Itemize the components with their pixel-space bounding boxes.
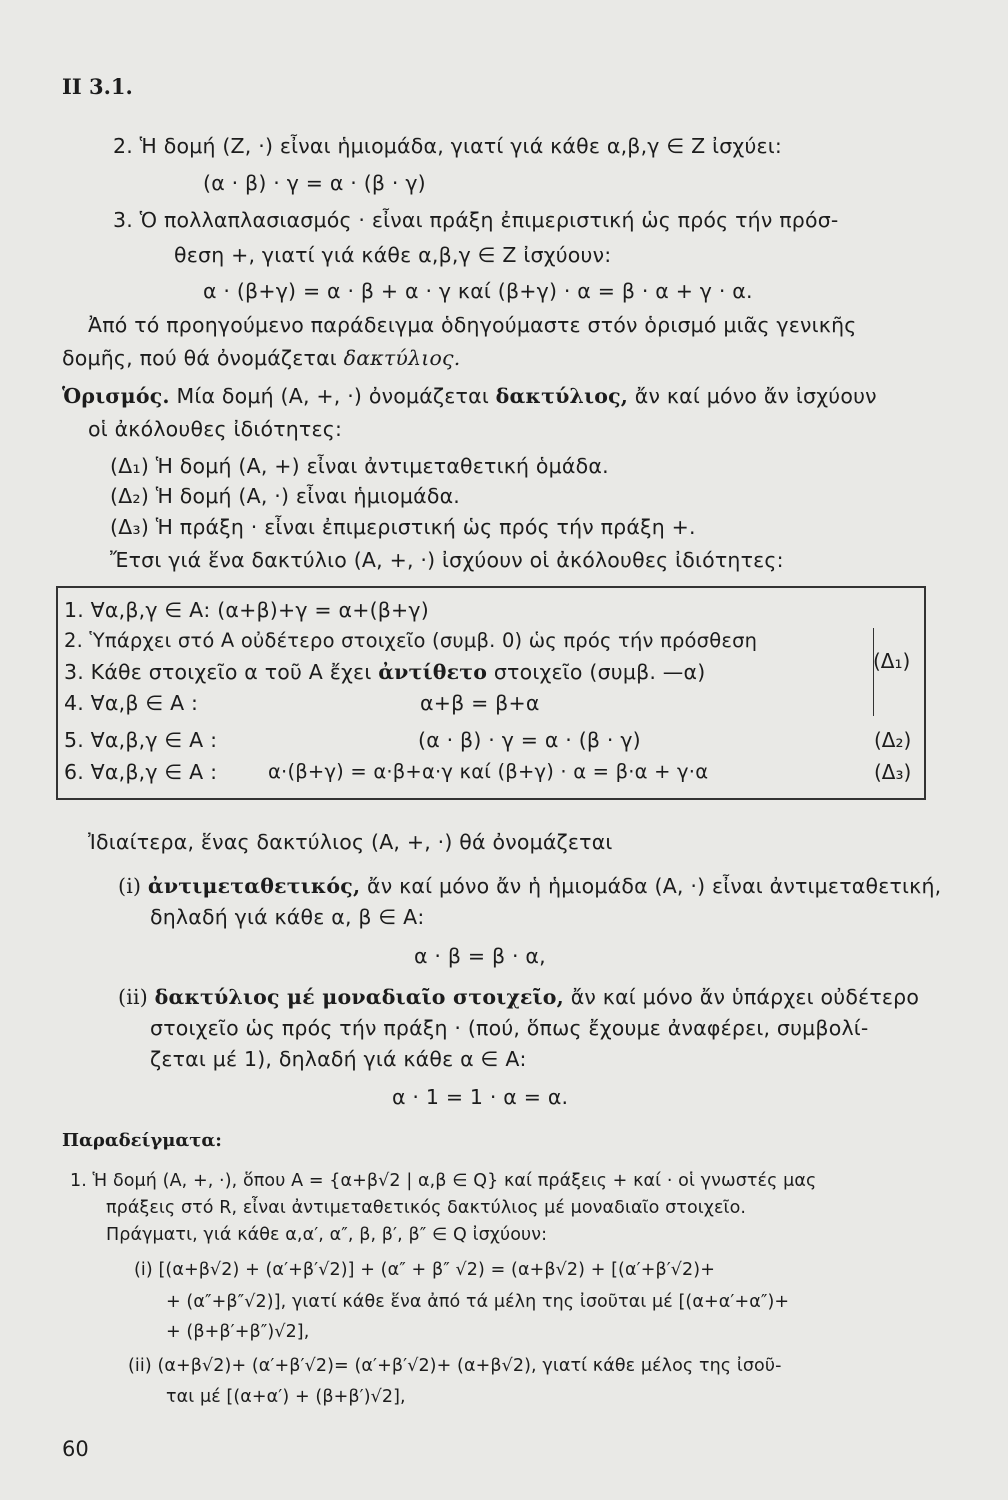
intro-paragraph-line-1: Ἀπό τό προηγούμενο παράδειγμα ὁδηγούμαστε στόν ὁρισμό μιᾶς γενικῆς: [88, 313, 857, 337]
definition-line-1: [62, 384, 877, 408]
item-3-line-2: θεση +, γιατί γιά κάθε α,β,γ ∈ Ζ ἰσχύουν:: [174, 243, 612, 267]
special-i-line-2: δηλαδή γιά κάθε α, β ∈ Α:: [150, 905, 425, 929]
special-i-formula: α · β = β · α,: [414, 944, 546, 968]
box-row-5-label: 5. ∀α,β,γ ∈ Α :: [64, 728, 218, 752]
box-row-5-formula: (α · β) · γ = α · (β · γ): [418, 728, 641, 752]
box-row-3: [64, 660, 705, 684]
example-1-i-line-1: (i) [(α+β√2) + (α′+β′√2)] + (α″ + β″ √2) = (α+β√2) + [(α′+β′√2)+: [134, 1260, 715, 1280]
special-i-line-1: [118, 874, 941, 898]
definition-text-a: Μία δομή (Α, +, ·) ὀνομάζεται: [169, 384, 496, 408]
special-ii-line-2: στοιχεῖο ὡς πρός τήν πράξη · (πού, ὅπως ἔχουμε ἀναφέρει, συμβολί-: [150, 1016, 869, 1040]
property-d2: (Δ₂) Ἡ δομή (Α, ·) εἶναι ἡμιομάδα.: [110, 484, 460, 508]
example-1-i-line-3: + (β+β′+β″)√2],: [166, 1322, 310, 1342]
definition-text-c: ἄν καί μόνο ἄν ἰσχύουν: [628, 384, 877, 408]
special-ii-formula: α · 1 = 1 · α = α.: [392, 1085, 569, 1109]
box-row-4-label: 4. ∀α,β ∈ Α :: [64, 691, 199, 715]
intro-paragraph-line-2: [62, 346, 460, 370]
example-1-line-3: Πράγματι, γιά κάθε α,α′, α″, β, β′, β″ ∈ Q ἰσχύουν:: [106, 1225, 548, 1245]
property-d3: (Δ₃) Ἡ πράξη · εἶναι ἐπιμεριστική ὡς πρός τήν πράξη +.: [110, 515, 696, 539]
box-row-3-c: στοιχεῖο (συμβ. —α): [487, 660, 706, 684]
item-3-formula: α · (β+γ) = α · β + α · γ καί (β+γ) · α = β · α + γ · α.: [203, 279, 753, 303]
special-ii-line-1: [118, 985, 919, 1009]
property-d1: (Δ₁) Ἡ δομή (Α, +) εἶναι ἀντιμεταθετική ὁμάδα.: [110, 454, 609, 478]
box-row-4-formula: α+β = β+α: [420, 691, 540, 715]
term-daktylios: δακτύλιος.: [343, 346, 461, 370]
item-2-text: 2. Ἡ δομή (Ζ, ·) εἶναι ἡμιομάδα, γιατί γιά κάθε α,β,γ ∈ Ζ ἰσχύει:: [113, 134, 783, 158]
box-row-1: 1. ∀α,β,γ ∈ Α: (α+β)+γ = α+(β+γ): [64, 598, 429, 622]
tag-d3: (Δ₃): [874, 760, 912, 784]
properties-summary: Ἔτσι γιά ἕνα δακτύλιο (Α, +, ·) ἰσχύουν οἱ ἀκόλουθες ἰδιότητες:: [110, 548, 784, 572]
definition-line-2: οἱ ἀκόλουθες ἰδιότητες:: [88, 417, 343, 441]
box-row-2: 2. Ὑπάρχει στό Α οὐδέτερο στοιχεῖο (συμβ. 0) ὡς πρός τήν πρόσθεση: [64, 629, 758, 652]
section-header: II 3.1.: [62, 74, 133, 99]
box-row-6-formula: α·(β+γ) = α·β+α·γ καί (β+γ) · α = β·α + γ·α: [268, 760, 709, 783]
definition-term: δακτύλιος,: [495, 384, 629, 408]
special-i-label: (i): [118, 874, 148, 898]
intro-paragraph-text: δομῆς, πού θά ὀνομάζεται: [62, 346, 344, 370]
tag-d2: (Δ₂): [874, 728, 912, 752]
examples-heading: Παραδείγματα:: [62, 1130, 222, 1151]
special-i-rest: ἄν καί μόνο ἄν ἡ ἡμιομάδα (Α, ·) εἶναι ἀντιμεταθετική,: [360, 874, 942, 898]
example-1-ii-line-2: ται μέ [(α+α′) + (β+β′)√2],: [166, 1387, 406, 1407]
box-row-3-a: 3. Κάθε στοιχεῖο α τοῦ Α ἔχει: [64, 660, 379, 684]
example-1-ii-line-1: (ii) (α+β√2)+ (α′+β′√2)= (α′+β′√2)+ (α+β√2), γιατί κάθε μέλος της ἰσοῦ-: [128, 1356, 782, 1376]
box-row-6-label: 6. ∀α,β,γ ∈ Α :: [64, 760, 218, 784]
box-row-3-bold: ἀντίθετο: [378, 660, 488, 684]
page-number: 60: [62, 1437, 89, 1461]
example-1-line-1: 1. Ἡ δομή (Α, +, ·), ὅπου Α = {α+β√2 | α,β ∈ Q} καί πράξεις + καί · οἱ γνωστές μας: [70, 1171, 817, 1191]
definition-label: Ὁρισμός.: [62, 384, 170, 408]
special-ii-label: (ii): [118, 985, 155, 1009]
item-2-formula: (α · β) · γ = α · (β · γ): [203, 171, 426, 195]
special-ii-rest: ἄν καί μόνο ἄν ὑπάρχει οὐδέτερο: [564, 985, 920, 1009]
tag-d1: (Δ₁): [873, 649, 911, 673]
item-3-line-1: 3. Ὁ πολλαπλασιασμός · εἶναι πράξη ἐπιμεριστική ὡς πρός τήν πρόσ-: [113, 208, 839, 232]
example-1-i-line-2: + (α″+β″√2)], γιατί κάθε ἕνα ἀπό τά μέλη της ἰσοῦται μέ [(α+α′+α″)+: [166, 1292, 790, 1312]
special-ii-line-3: ζεται μέ 1), δηλαδή γιά κάθε α ∈ Α:: [150, 1047, 527, 1071]
special-i-term: ἀντιμεταθετικός,: [147, 874, 361, 898]
special-ii-term: δακτύλιος μέ μοναδιαῖο στοιχεῖο,: [154, 985, 564, 1009]
example-1-line-2: πράξεις στό R, εἶναι ἀντιμεταθετικός δακτύλιος μέ μοναδιαῖο στοιχεῖο.: [106, 1198, 747, 1218]
special-intro: Ἰδιαίτερα, ἕνας δακτύλιος (Α, +, ·) θά ὀνομάζεται: [88, 830, 613, 854]
